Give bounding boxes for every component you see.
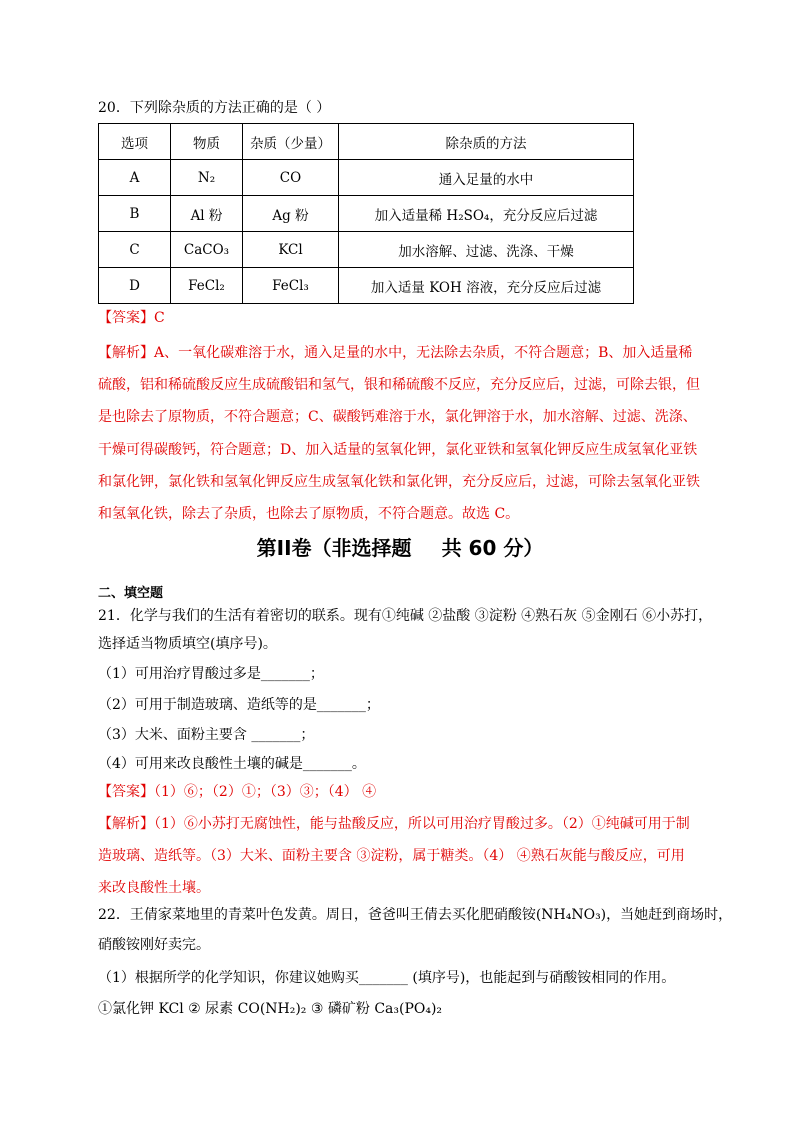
table-cell: 通入足量的水中 xyxy=(339,160,634,196)
question-21-item: （4）可用来改良酸性土壤的碱是_______。 xyxy=(98,756,366,772)
table-row xyxy=(99,268,634,304)
explanation-line: 【解析】A、一氧化碳难溶于水，通入足量的水中，无法除去杂质，不符合题意；B、加入适量稀 xyxy=(98,345,693,361)
question-21-item: （3）大米、面粉主要含 _______； xyxy=(98,727,315,743)
explanation-line: 来改良酸性土壤。 xyxy=(98,880,210,896)
table-cell: C xyxy=(99,232,171,268)
table-header-cell: 物质 xyxy=(171,124,243,160)
section-heading xyxy=(0,532,800,561)
explanation-line: 【解析】（1）⑥小苏打无腐蚀性，能与盐酸反应，所以可用治疗胃酸过多。（2）①纯碱可用于制 xyxy=(98,816,690,832)
question-20-explanation xyxy=(98,337,708,530)
question-21-item: （2）可用于制造玻璃、造纸等的是_______； xyxy=(98,697,380,713)
section-title: 第II卷（非选择题 xyxy=(256,536,412,560)
question-21-explanation xyxy=(98,808,690,904)
table-cell: FeCl₂ xyxy=(171,268,243,304)
table-cell: D xyxy=(99,268,171,304)
question-22-stem-cont: 硝酸铵刚好卖完。 xyxy=(98,937,210,953)
explanation-line: 和氢氧化铁，除去了杂质，也除去了原物质，不符合题意。故选 C。 xyxy=(98,506,520,523)
table-header-cell: 除杂质的方法 xyxy=(339,124,634,160)
table-cell: KCl xyxy=(243,232,339,268)
subsection-heading: 二、填空题 xyxy=(98,586,164,601)
explanation-line: 是也除去了原物质，不符合题意；C、碳酸钙难溶于水，氯化钾溶于水，加水溶解、过滤、洗涤、 xyxy=(98,409,697,426)
table-cell: CaCO₃ xyxy=(171,232,243,268)
question-20-answer: 【答案】C xyxy=(98,310,165,326)
question-20-stem: 20．下列除杂质的方法正确的是（ ） xyxy=(98,100,331,116)
question-21-answer: 【答案】（1）⑥；（2）①；（3）③；（4） ④ xyxy=(98,784,377,800)
question-21-stem-cont: 选择适当物质填空(填序号)。 xyxy=(98,636,277,652)
table-header-cell: 选项 xyxy=(99,124,171,160)
explanation-line: 干燥可得碳酸钙，符合题意；D、加入适量的氢氧化钾，氯化亚铁和氢氧化钾反应生成氢氧化亚铁 xyxy=(98,441,698,458)
question-22-stem: 22．王倩家菜地里的青菜叶色发黄。周日，爸爸叫王倩去买化肥硝酸铵(NH₄NO₃)，当她赶到商场时， xyxy=(98,907,733,923)
table-cell: B xyxy=(99,196,171,232)
explanation-line: 造玻璃、造纸等。（3）大米、面粉主要含 ③淀粉，属于糖类。（4） ④熟石灰能与酸反应，可用 xyxy=(98,848,685,864)
table-cell: CO xyxy=(243,160,339,196)
question-22-item: （1）根据所学的化学知识，你建议她购买_______ (填序号)，也能起到与硝酸铵相同的作用。 xyxy=(98,970,676,986)
table-cell: 加入适量稀 H₂SO₄，充分反应后过滤 xyxy=(339,196,634,232)
table-row xyxy=(99,196,634,232)
impurity-removal-table xyxy=(98,123,634,304)
explanation-line: 和氯化钾，氯化铁和氢氧化钾反应生成氢氧化铁和氯化钾，充分反应后，过滤，可除去氢氧化亚铁 xyxy=(98,473,700,490)
explanation-line: 硫酸，铝和稀硫酸反应生成硫酸铝和氢气，银和稀硫酸不反应，充分反应后，过滤，可除去银，但 xyxy=(98,377,700,394)
table-row xyxy=(99,232,634,268)
table-cell: 加入适量 KOH 溶液，充分反应后过滤 xyxy=(339,268,634,304)
table-cell: FeCl₃ xyxy=(243,268,339,304)
table-cell: N₂ xyxy=(171,160,243,196)
table-header-cell: 杂质（少量） xyxy=(243,124,339,160)
question-21-item: （1）可用治疗胃酸过多是_______； xyxy=(98,666,324,682)
table-cell: 加水溶解、过滤、洗涤、干燥 xyxy=(339,232,634,268)
question-22-options: ①氯化钾 KCl ② 尿素 CO(NH₂)₂ ③ 磷矿粉 Ca₃(PO₄)₂ xyxy=(98,1001,443,1017)
table-cell: Al 粉 xyxy=(171,196,243,232)
table-cell: A xyxy=(99,160,171,196)
table-cell: Ag 粉 xyxy=(243,196,339,232)
table-header-row xyxy=(99,124,634,160)
question-21-stem: 21．化学与我们的生活有着密切的联系。现有①纯碱 ②盐酸 ③淀粉 ④熟石灰 ⑤金刚石 ⑥小苏打， xyxy=(98,608,713,624)
section-points: 共 60 分） xyxy=(441,536,544,560)
table-row xyxy=(99,160,634,196)
